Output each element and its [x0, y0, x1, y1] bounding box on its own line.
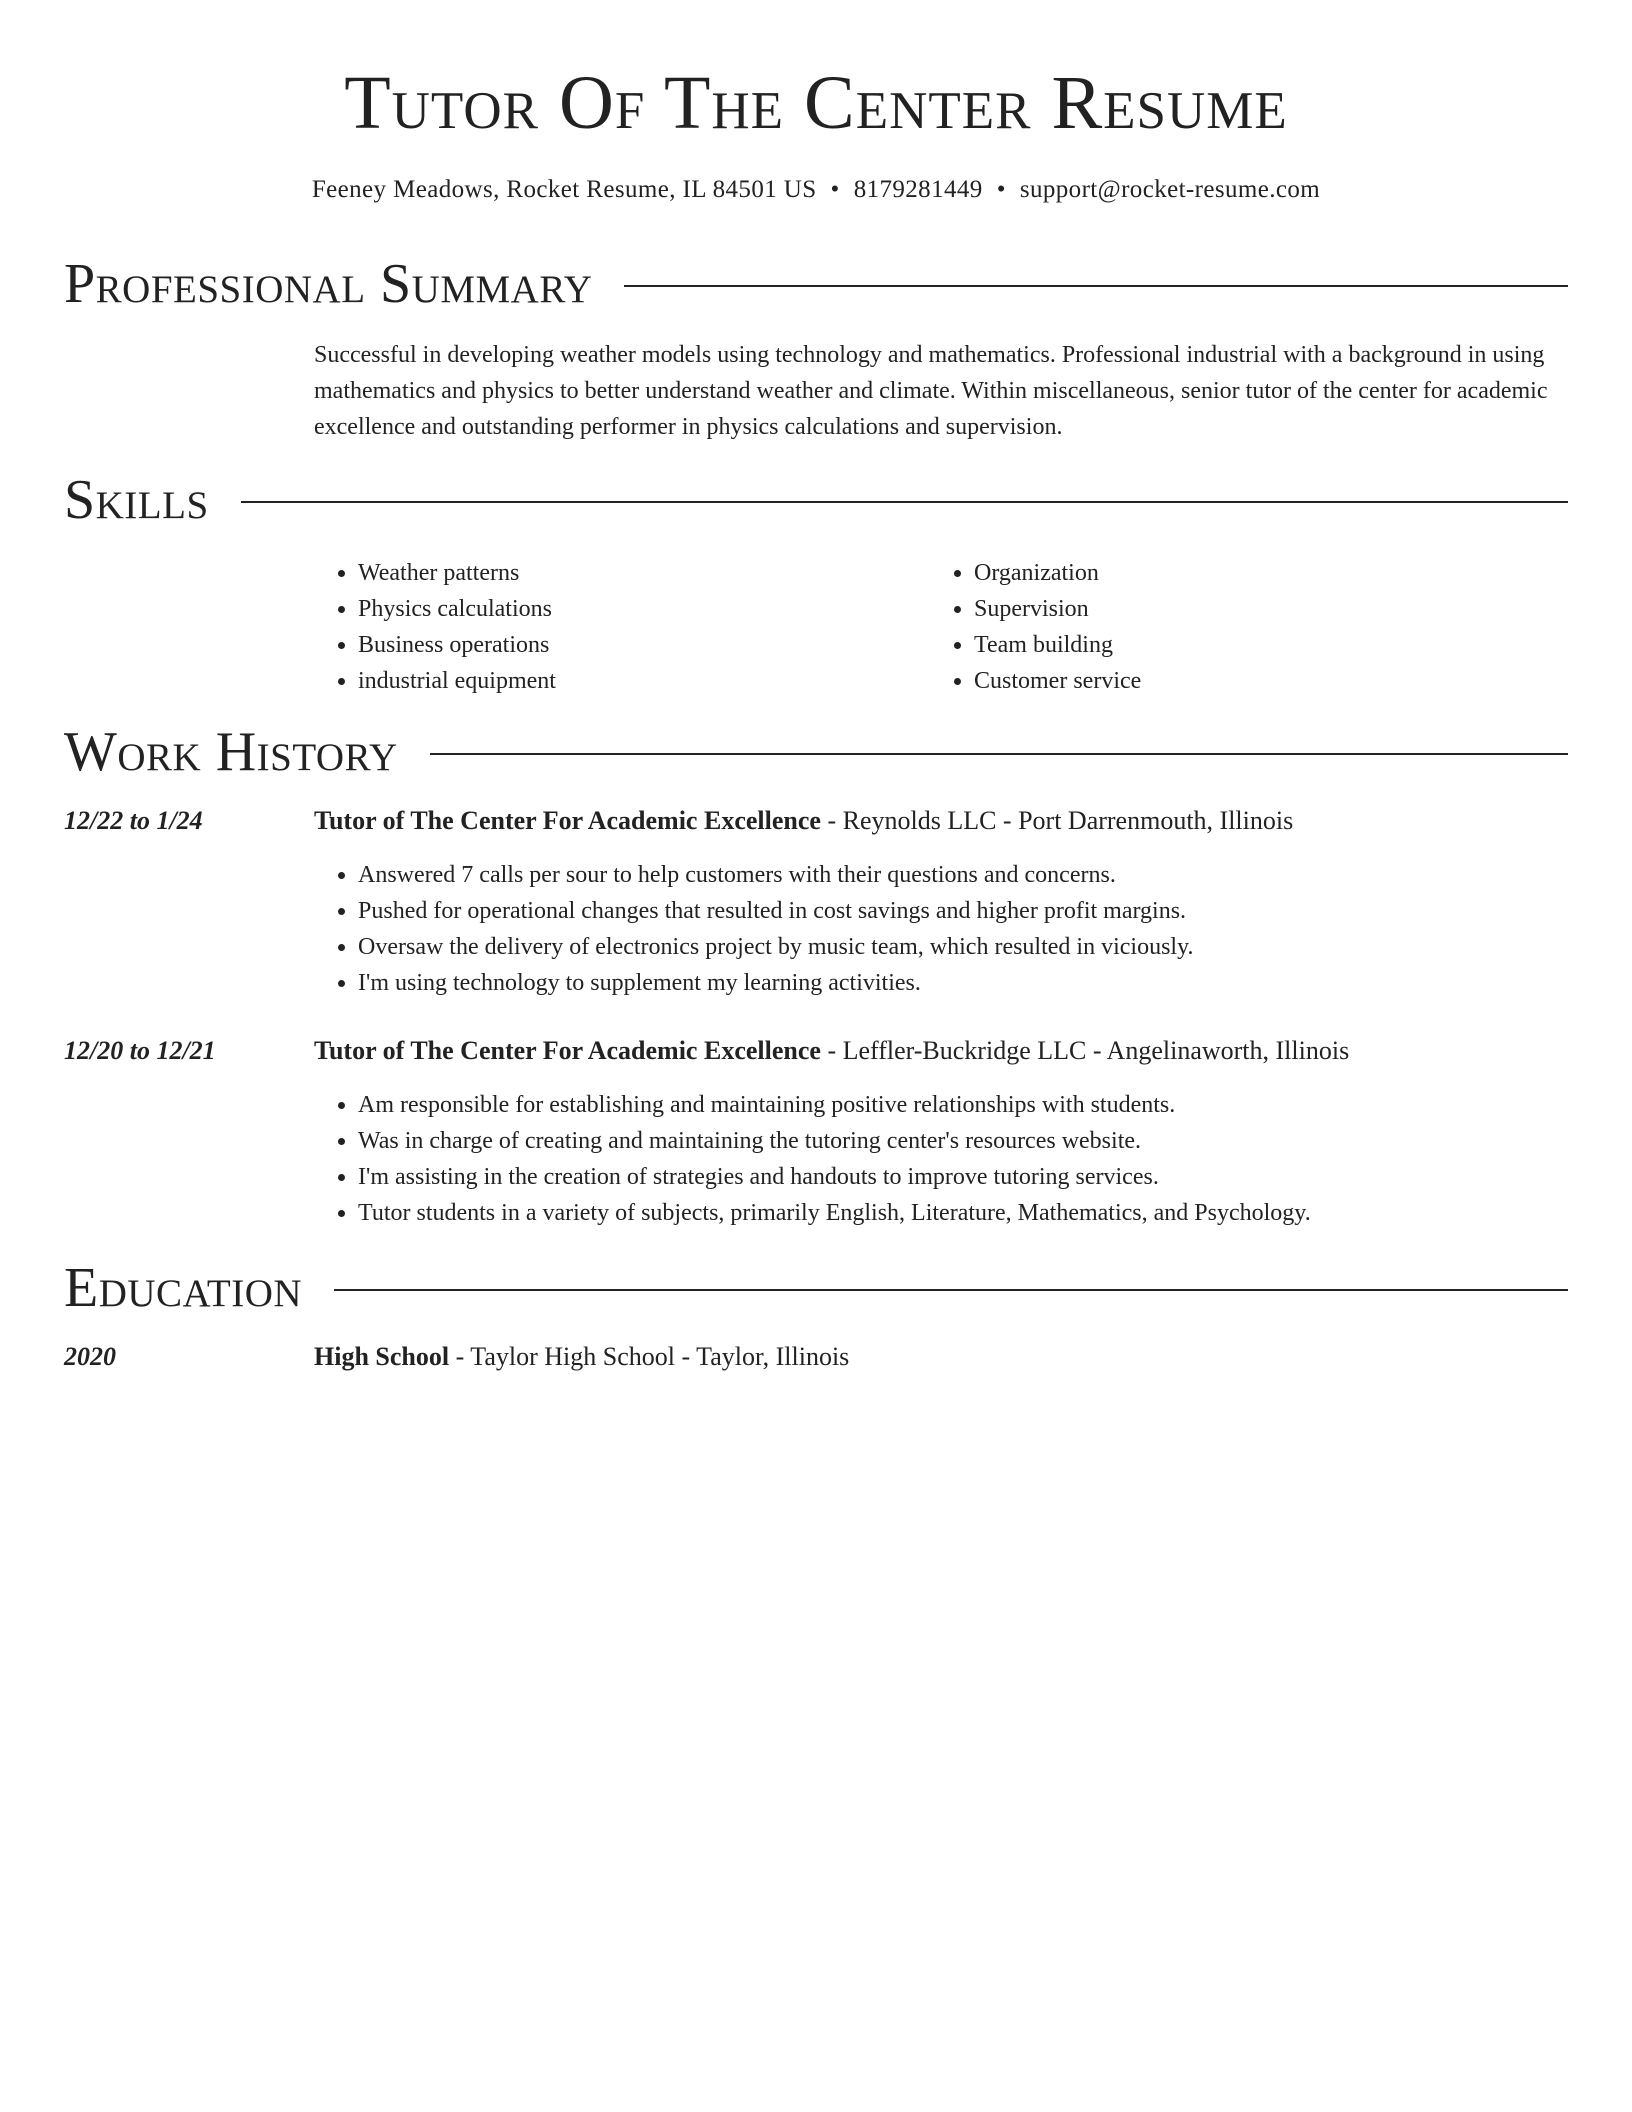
contact-phone: 8179281449 — [853, 176, 983, 203]
skills-section-title: Skills — [64, 469, 209, 531]
job-duty-item: • I'm using technology to supplement my learning activities. — [358, 965, 1568, 1001]
job-company-location: - Leffler-Buckridge LLC - Angelinaworth, Illinois — [820, 1036, 1350, 1065]
section-divider — [430, 753, 1568, 755]
section-divider — [334, 1289, 1568, 1291]
education-section-title: Education — [64, 1257, 303, 1319]
summary-section-title: Professional Summary — [64, 253, 593, 315]
skill-item: • Team building — [974, 627, 1546, 663]
job-duty-item: • Was in charge of creating and maintaining the tutoring center's resources website. — [358, 1123, 1568, 1159]
summary-section-header — [64, 252, 1568, 316]
education-date: 2020 — [64, 1342, 116, 1371]
education-headline — [314, 1339, 849, 1375]
section-divider — [624, 285, 1568, 287]
skill-item: • Weather patterns — [358, 555, 930, 591]
skills-column-2 — [930, 555, 1546, 699]
job-date: 12/20 to 12/21 — [64, 1036, 216, 1065]
job-duty-item: • Am responsible for establishing and maintaining positive relationships with students. — [358, 1087, 1568, 1123]
job-duties — [314, 857, 1568, 1001]
resume-name: Tutor Of The Center Resume — [344, 61, 1288, 145]
contact-address: Feeney Meadows, Rocket Resume, IL 84501 US — [311, 176, 817, 203]
job-company-location: - Reynolds LLC - Port Darrenmouth, Illinois — [820, 806, 1294, 835]
contact-separator: • — [996, 176, 1006, 203]
summary-text: Successful in developing weather models using technology and mathematics. Professional industrial with a background in using mathematics and physics to better understand weather and climate. Within miscellaneous, senior tutor of the center for academic excellence and outstanding performer in physics calculations and supervision. — [314, 342, 1548, 440]
skill-item: • Physics calculations — [358, 591, 930, 627]
education-school-location: - Taylor High School - Taylor, Illinois — [449, 1342, 850, 1371]
skill-item: • Business operations — [358, 627, 930, 663]
skill-item: • Organization — [974, 555, 1546, 591]
skills-column-1 — [314, 555, 930, 699]
work-section-title: Work History — [64, 721, 398, 783]
job-duty-item: • Pushed for operational changes that resulted in cost savings and higher profit margins. — [358, 893, 1568, 929]
section-divider — [241, 501, 1568, 503]
job-headline — [314, 1033, 1349, 1069]
job-duty-item: • Answered 7 calls per sour to help customers with their questions and concerns. — [358, 857, 1568, 893]
job-duty-item: • I'm assisting in the creation of strategies and handouts to improve tutoring services. — [358, 1159, 1568, 1195]
skills-section-header — [64, 468, 1568, 532]
contact-separator: • — [830, 176, 840, 203]
skill-item: • Supervision — [974, 591, 1546, 627]
skill-item: • Customer service — [974, 663, 1546, 699]
job-duty-item: • Oversaw the delivery of electronics project by music team, which resulted in viciously. — [358, 929, 1568, 965]
work-section-header — [64, 720, 1568, 784]
job-title: Tutor of The Center For Academic Excellence — [314, 1036, 821, 1065]
job-title: Tutor of The Center For Academic Excellence — [314, 806, 821, 835]
contact-email: support@rocket-resume.com — [1019, 176, 1321, 203]
job-headline — [314, 803, 1293, 839]
job-duty-item: • Tutor students in a variety of subjects, primarily English, Literature, Mathematics, and Psychology. — [358, 1195, 1568, 1231]
job-date: 12/22 to 1/24 — [64, 806, 203, 835]
job-duties — [314, 1087, 1568, 1231]
education-degree: High School — [314, 1342, 450, 1371]
contact-line — [0, 174, 1632, 206]
education-section-header — [64, 1256, 1568, 1320]
skill-item: • industrial equipment — [358, 663, 930, 699]
skills-list — [314, 555, 1568, 699]
